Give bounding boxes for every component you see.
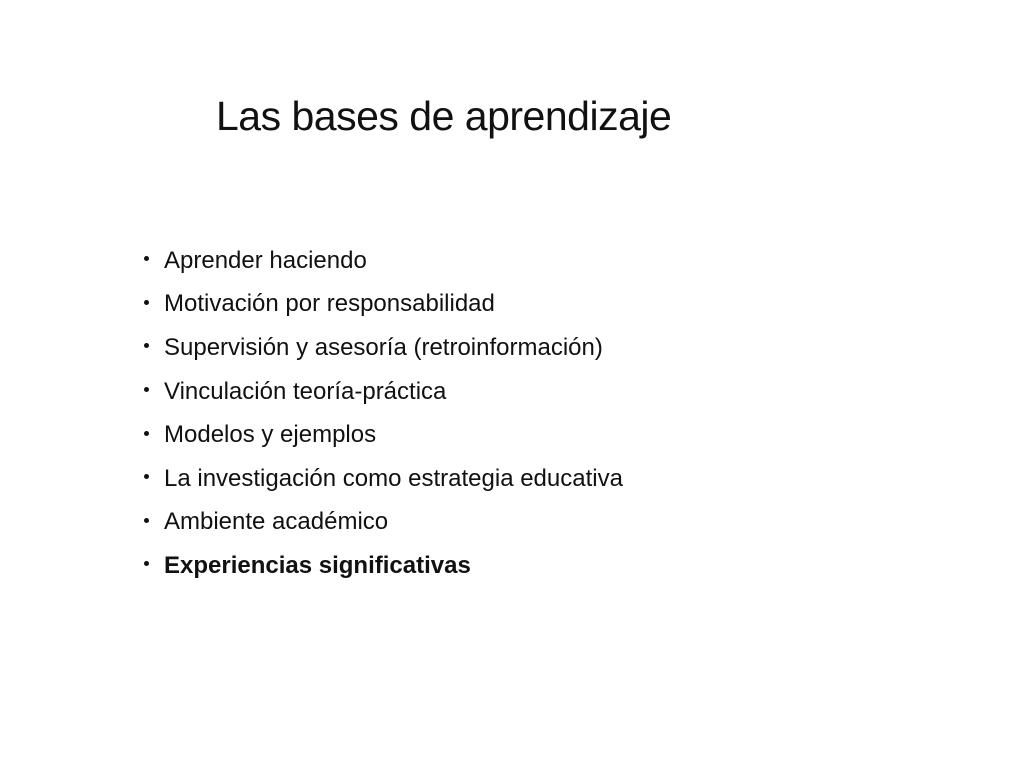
bullet-dot-icon [144, 518, 149, 523]
bullet-text: Aprender haciendo [164, 246, 367, 274]
bullet-text: Ambiente académico [164, 508, 389, 536]
bullet-item-experiencias [142, 544, 623, 588]
bullet-item-vinculacion [142, 370, 623, 414]
bullet-dot-icon [144, 474, 149, 479]
bullet-text: Experiencias significativas [164, 551, 471, 579]
bullet-item-aprender-haciendo [142, 239, 623, 283]
bullet-dot-icon [144, 561, 149, 566]
bullet-dot-icon [144, 300, 149, 305]
bullet-text: Modelos y ejemplos [164, 421, 377, 449]
bullet-text: Vinculación teoría-práctica [164, 377, 447, 405]
bullet-dot-icon [144, 387, 149, 392]
bullet-text: Supervisión y asesoría (retroinformación) [164, 333, 603, 361]
bullet-dot-icon [144, 431, 149, 436]
bullet-text: La investigación como estrategia educativa [164, 464, 623, 492]
bullet-dot-icon [144, 256, 149, 261]
bullet-item-investigacion [142, 457, 623, 501]
slide-title: Las bases de aprendizaje [216, 93, 672, 139]
bullet-item-supervision [142, 326, 623, 370]
bullet-item-motivacion [142, 283, 623, 327]
bullet-text: Motivación por responsabilidad [164, 290, 495, 318]
bullet-list [142, 239, 623, 588]
bullet-dot-icon [144, 343, 149, 348]
bullet-item-modelos [142, 413, 623, 457]
bullet-item-ambiente [142, 501, 623, 545]
